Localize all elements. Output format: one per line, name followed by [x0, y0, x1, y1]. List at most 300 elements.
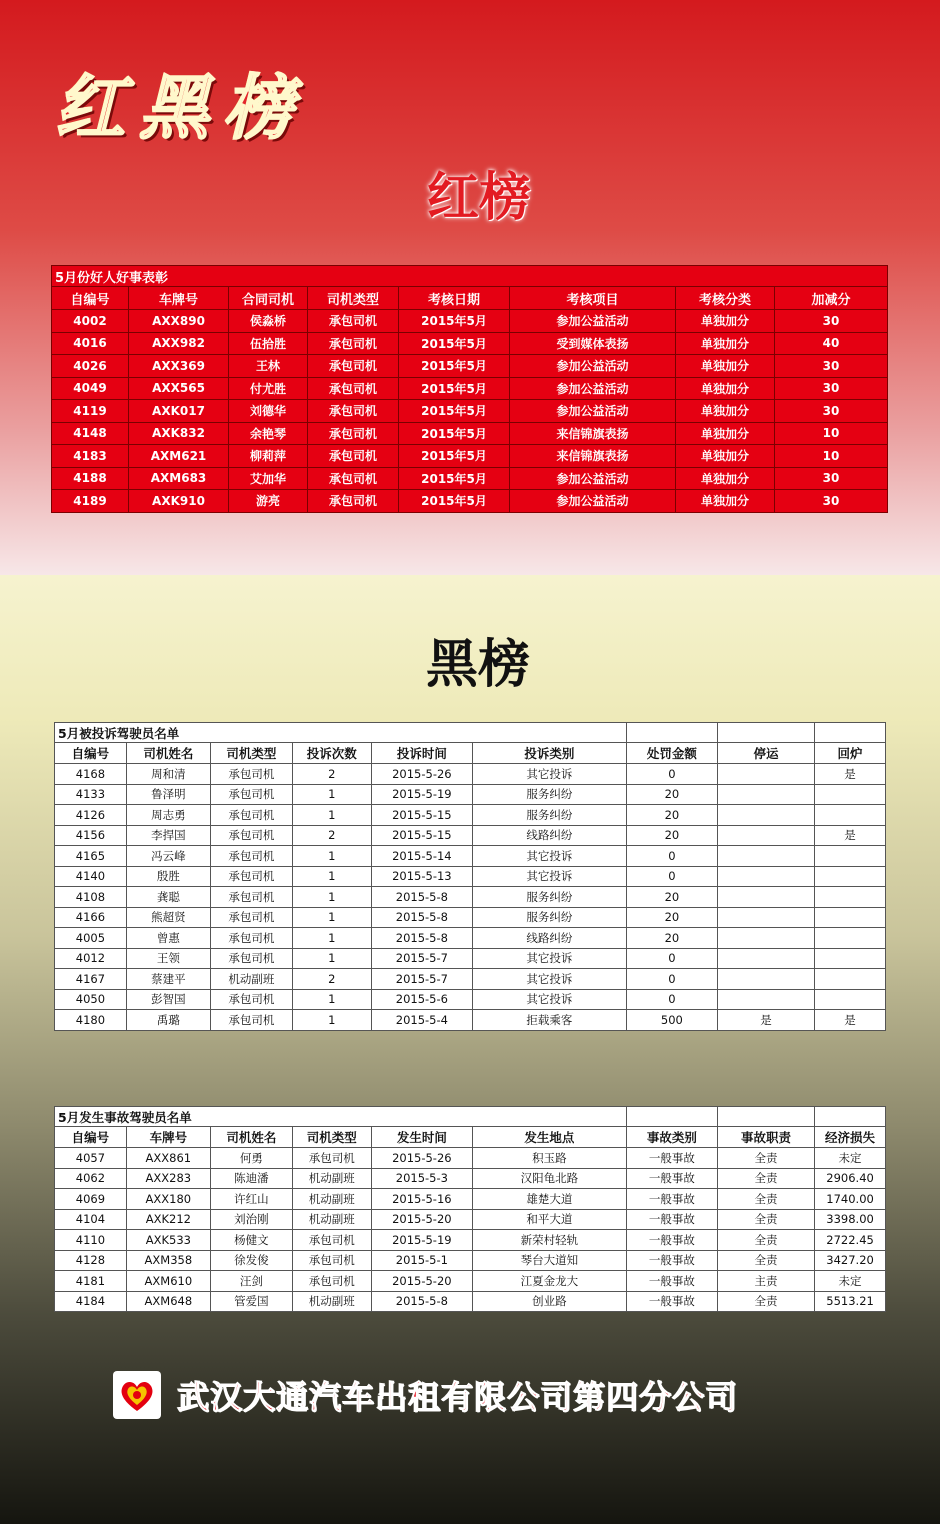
table-cell: 1 — [292, 784, 371, 805]
table-cell: 余艳琴 — [229, 422, 308, 445]
table-row — [55, 989, 886, 1010]
table-cell: 2015-5-16 — [371, 1189, 472, 1210]
table-cell: 4183 — [52, 445, 129, 468]
table-cell: 参加公益活动 — [510, 400, 676, 423]
table-cell: 全责 — [717, 1148, 814, 1169]
table-cell: 游亮 — [229, 490, 308, 513]
table-cell: 4062 — [55, 1168, 127, 1189]
table-cell: 1 — [292, 907, 371, 928]
table-cell: 4005 — [55, 928, 127, 949]
table-cell: 刘德华 — [229, 400, 308, 423]
table-cell: 其它投诉 — [472, 866, 626, 887]
table-cell: 其它投诉 — [472, 989, 626, 1010]
red-board-table — [51, 265, 888, 513]
table-header-row — [55, 743, 886, 764]
table-cell: 2015年5月 — [399, 467, 510, 490]
table-row — [55, 1291, 886, 1312]
table-cell: AXK533 — [126, 1230, 210, 1251]
table-cell: 4108 — [55, 887, 127, 908]
column-header: 司机类型 — [292, 1127, 371, 1148]
table-cell — [815, 948, 886, 969]
table-cell — [815, 907, 886, 928]
table-cell: 2015-5-7 — [371, 969, 472, 990]
table-cell: 是 — [815, 764, 886, 785]
table-cell: 承包司机 — [292, 1250, 371, 1271]
table-cell: 30 — [775, 310, 888, 333]
table-cell: 承包司机 — [308, 400, 399, 423]
table-cell: AXM621 — [129, 445, 229, 468]
table-cell: 承包司机 — [210, 928, 292, 949]
table-row — [52, 422, 888, 445]
table-cell: 2015-5-7 — [371, 948, 472, 969]
table-cell: 1 — [292, 1010, 371, 1031]
table-cell: 鲁泽明 — [126, 784, 210, 805]
table-cell: 0 — [626, 764, 717, 785]
table-cell: 1 — [292, 948, 371, 969]
table-cell: 单独加分 — [676, 467, 775, 490]
table-cell: AXK017 — [129, 400, 229, 423]
column-header: 司机姓名 — [126, 743, 210, 764]
table-cell: 艾加华 — [229, 467, 308, 490]
table-cell: 承包司机 — [308, 445, 399, 468]
complaint-table-title: 5月被投诉驾驶员名单 — [55, 723, 627, 743]
table-row — [55, 805, 886, 826]
table-cell: 承包司机 — [308, 377, 399, 400]
table-cell: 2015-5-8 — [371, 907, 472, 928]
column-header: 司机类型 — [308, 287, 399, 310]
table-cell: 4148 — [52, 422, 129, 445]
table-cell: 来信锦旗表扬 — [510, 422, 676, 445]
table-cell: 一般事故 — [626, 1291, 717, 1312]
company-name: 武汉大通汽车出租有限公司第四分公司 — [177, 1378, 739, 1416]
accident-table-title: 5月发生事故驾驶员名单 — [55, 1107, 627, 1127]
table-cell: 徐发俊 — [210, 1250, 292, 1271]
table-cell: 20 — [626, 907, 717, 928]
column-header: 事故职责 — [717, 1127, 814, 1148]
table-cell: 雄楚大道 — [472, 1189, 626, 1210]
table-cell: 2015-5-8 — [371, 887, 472, 908]
table-row — [55, 1168, 886, 1189]
table-cell — [815, 989, 886, 1010]
table-cell: 参加公益活动 — [510, 377, 676, 400]
table-cell: 2015-5-1 — [371, 1250, 472, 1271]
table-cell: 单独加分 — [676, 332, 775, 355]
column-header: 考核分类 — [676, 287, 775, 310]
table-cell: 曾惠 — [126, 928, 210, 949]
table-cell: 承包司机 — [210, 887, 292, 908]
table-cell: 积玉路 — [472, 1148, 626, 1169]
table-cell — [717, 989, 814, 1010]
table-cell: 一般事故 — [626, 1209, 717, 1230]
table-row — [52, 332, 888, 355]
table-cell: 20 — [626, 805, 717, 826]
table-cell — [717, 764, 814, 785]
table-cell: 20 — [626, 887, 717, 908]
column-header: 加减分 — [775, 287, 888, 310]
table-cell: 2015-5-20 — [371, 1209, 472, 1230]
table-cell: 2015-5-4 — [371, 1010, 472, 1031]
table-cell: 4126 — [55, 805, 127, 826]
table-cell: 2015-5-15 — [371, 825, 472, 846]
table-cell: 4189 — [52, 490, 129, 513]
table-cell: 2015-5-26 — [371, 1148, 472, 1169]
table-cell: 创业路 — [472, 1291, 626, 1312]
table-cell: 5513.21 — [815, 1291, 886, 1312]
table-cell: 0 — [626, 846, 717, 867]
table-cell: 王林 — [229, 355, 308, 378]
table-row — [55, 1250, 886, 1271]
table-cell: 2015-5-8 — [371, 928, 472, 949]
table-cell: 杨健文 — [210, 1230, 292, 1251]
table-cell: 承包司机 — [210, 764, 292, 785]
table-cell: 冯云峰 — [126, 846, 210, 867]
table-cell: 2015-5-20 — [371, 1271, 472, 1292]
table-cell: 全责 — [717, 1291, 814, 1312]
table-cell: 3398.00 — [815, 1209, 886, 1230]
table-cell: 参加公益活动 — [510, 355, 676, 378]
table-cell: AXK910 — [129, 490, 229, 513]
table-cell: 2015-5-15 — [371, 805, 472, 826]
table-cell: 2015年5月 — [399, 422, 510, 445]
table-cell: 1 — [292, 846, 371, 867]
table-cell: AXM358 — [126, 1250, 210, 1271]
table-row — [55, 1271, 886, 1292]
column-header: 投诉类别 — [472, 743, 626, 764]
table-cell: 4133 — [55, 784, 127, 805]
table-row — [55, 784, 886, 805]
table-cell: 2906.40 — [815, 1168, 886, 1189]
table-cell: 500 — [626, 1010, 717, 1031]
table-cell: AXX369 — [129, 355, 229, 378]
table-cell: 4016 — [52, 332, 129, 355]
column-header: 司机类型 — [210, 743, 292, 764]
table-cell: 2015-5-8 — [371, 1291, 472, 1312]
table-cell: AXX180 — [126, 1189, 210, 1210]
table-cell: 4167 — [55, 969, 127, 990]
table-cell — [717, 969, 814, 990]
table-row — [55, 1230, 886, 1251]
table-cell: 全责 — [717, 1250, 814, 1271]
table-cell: 机动副班 — [292, 1291, 371, 1312]
table-cell: 2 — [292, 764, 371, 785]
table-cell: 4140 — [55, 866, 127, 887]
table-cell: 2015-5-3 — [371, 1168, 472, 1189]
table-cell: 10 — [775, 445, 888, 468]
table-cell: 陈迪潘 — [210, 1168, 292, 1189]
table-row — [55, 1209, 886, 1230]
table-cell: AXX982 — [129, 332, 229, 355]
table-cell: 管爱国 — [210, 1291, 292, 1312]
table-row — [55, 825, 886, 846]
table-cell — [717, 948, 814, 969]
table-cell: 1 — [292, 887, 371, 908]
table-cell: 琴台大道知 — [472, 1250, 626, 1271]
table-cell: 机动副班 — [292, 1168, 371, 1189]
table-row — [55, 969, 886, 990]
column-header: 事故类别 — [626, 1127, 717, 1148]
table-cell: 4166 — [55, 907, 127, 928]
table-row — [52, 310, 888, 333]
table-cell: 单独加分 — [676, 400, 775, 423]
column-header: 停运 — [717, 743, 814, 764]
table-cell: 单独加分 — [676, 355, 775, 378]
table-cell: 和平大道 — [472, 1209, 626, 1230]
table-cell: 1 — [292, 928, 371, 949]
table-row — [55, 1189, 886, 1210]
table-row — [55, 907, 886, 928]
table-cell: 承包司机 — [210, 866, 292, 887]
table-cell: 新荣村轻轨 — [472, 1230, 626, 1251]
column-header: 自编号 — [55, 743, 127, 764]
table-cell: 侯淼桥 — [229, 310, 308, 333]
table-cell: 2015年5月 — [399, 332, 510, 355]
table-cell: 2 — [292, 825, 371, 846]
table-cell: 拒载乘客 — [472, 1010, 626, 1031]
table-row — [52, 355, 888, 378]
column-header: 司机姓名 — [210, 1127, 292, 1148]
table-cell: 承包司机 — [210, 805, 292, 826]
table-cell — [815, 784, 886, 805]
table-cell: 4165 — [55, 846, 127, 867]
table-cell: 伍拾胜 — [229, 332, 308, 355]
table-cell: 李捍国 — [126, 825, 210, 846]
table-cell: 4049 — [52, 377, 129, 400]
table-cell: 单独加分 — [676, 445, 775, 468]
table-cell: 其它投诉 — [472, 764, 626, 785]
table-cell — [815, 887, 886, 908]
table-cell: 承包司机 — [308, 467, 399, 490]
table-cell: AXX861 — [126, 1148, 210, 1169]
table-cell: 承包司机 — [308, 355, 399, 378]
table-cell: 4050 — [55, 989, 127, 1010]
table-cell — [717, 805, 814, 826]
table-cell: AXK832 — [129, 422, 229, 445]
column-header: 处罚金额 — [626, 743, 717, 764]
table-cell: 线路纠纷 — [472, 825, 626, 846]
table-cell: 刘治刚 — [210, 1209, 292, 1230]
table-cell: 来信锦旗表扬 — [510, 445, 676, 468]
table-row — [55, 866, 886, 887]
table-cell: 彭智国 — [126, 989, 210, 1010]
table-header-row — [52, 287, 888, 310]
table-cell: AXX890 — [129, 310, 229, 333]
table-cell: 4188 — [52, 467, 129, 490]
table-cell: 熊超贤 — [126, 907, 210, 928]
table-cell: 单独加分 — [676, 422, 775, 445]
table-cell — [717, 825, 814, 846]
table-cell: 主责 — [717, 1271, 814, 1292]
accident-table — [54, 1106, 886, 1312]
table-cell: 20 — [626, 784, 717, 805]
column-header: 车牌号 — [126, 1127, 210, 1148]
column-header: 考核项目 — [510, 287, 676, 310]
table-cell: 何勇 — [210, 1148, 292, 1169]
table-cell: 0 — [626, 989, 717, 1010]
table-cell: 1 — [292, 805, 371, 826]
table-cell: 4026 — [52, 355, 129, 378]
page-title: 红黑榜 — [55, 66, 307, 149]
table-cell: 未定 — [815, 1148, 886, 1169]
red-board-heading: 红榜 — [426, 168, 531, 228]
table-cell: 2015年5月 — [399, 377, 510, 400]
table-cell — [717, 907, 814, 928]
table-row — [55, 887, 886, 908]
footer — [113, 1370, 738, 1420]
table-cell: 周和清 — [126, 764, 210, 785]
table-cell: AXX565 — [129, 377, 229, 400]
table-cell: 未定 — [815, 1271, 886, 1292]
table-cell: 全责 — [717, 1189, 814, 1210]
table-cell: 2722.45 — [815, 1230, 886, 1251]
table-cell: 4069 — [55, 1189, 127, 1210]
table-cell: 承包司机 — [210, 907, 292, 928]
table-cell: 是 — [815, 825, 886, 846]
table-cell: 30 — [775, 377, 888, 400]
table-cell: 承包司机 — [210, 825, 292, 846]
table-cell: 服务纠纷 — [472, 887, 626, 908]
table-cell: 全责 — [717, 1168, 814, 1189]
table-cell: 全责 — [717, 1209, 814, 1230]
table-cell: 参加公益活动 — [510, 490, 676, 513]
table-cell: 40 — [775, 332, 888, 355]
table-cell: 20 — [626, 928, 717, 949]
red-table-title: 5月份好人好事表彰 — [52, 266, 888, 287]
table-cell: 汪剑 — [210, 1271, 292, 1292]
table-cell: 30 — [775, 490, 888, 513]
table-cell: 机动副班 — [292, 1189, 371, 1210]
table-row — [52, 377, 888, 400]
table-cell: 2015年5月 — [399, 490, 510, 513]
table-cell: 龚聪 — [126, 887, 210, 908]
table-row — [55, 948, 886, 969]
table-cell: 承包司机 — [308, 332, 399, 355]
table-cell: 机动副班 — [292, 1209, 371, 1230]
table-cell: 其它投诉 — [472, 948, 626, 969]
table-cell — [717, 784, 814, 805]
table-cell: 殷胜 — [126, 866, 210, 887]
table-cell: 4181 — [55, 1271, 127, 1292]
table-cell: 2015年5月 — [399, 310, 510, 333]
table-cell: 服务纠纷 — [472, 805, 626, 826]
table-cell: 20 — [626, 825, 717, 846]
table-cell: 2015年5月 — [399, 445, 510, 468]
table-cell: 承包司机 — [308, 422, 399, 445]
table-cell: 承包司机 — [210, 989, 292, 1010]
table-cell: 30 — [775, 467, 888, 490]
table-cell: 1 — [292, 866, 371, 887]
table-cell: 全责 — [717, 1230, 814, 1251]
column-header: 自编号 — [52, 287, 129, 310]
table-cell: 2015-5-19 — [371, 1230, 472, 1251]
table-row — [52, 445, 888, 468]
table-cell: 0 — [626, 948, 717, 969]
table-cell: 是 — [717, 1010, 814, 1031]
table-cell: AXM648 — [126, 1291, 210, 1312]
table-cell: 2015-5-26 — [371, 764, 472, 785]
table-cell: 周志勇 — [126, 805, 210, 826]
table-row — [52, 490, 888, 513]
column-header: 自编号 — [55, 1127, 127, 1148]
table-cell: 30 — [775, 400, 888, 423]
table-cell: 一般事故 — [626, 1189, 717, 1210]
table-cell — [717, 866, 814, 887]
table-cell: 承包司机 — [292, 1148, 371, 1169]
table-cell: 0 — [626, 866, 717, 887]
table-cell: 参加公益活动 — [510, 310, 676, 333]
table-cell: 一般事故 — [626, 1148, 717, 1169]
table-cell: 2015-5-6 — [371, 989, 472, 1010]
table-cell: 10 — [775, 422, 888, 445]
table-cell: 承包司机 — [210, 784, 292, 805]
table-cell: 其它投诉 — [472, 846, 626, 867]
table-cell: 服务纠纷 — [472, 907, 626, 928]
table-cell — [717, 846, 814, 867]
table-cell: 其它投诉 — [472, 969, 626, 990]
table-cell: 一般事故 — [626, 1250, 717, 1271]
table-cell: 30 — [775, 355, 888, 378]
table-cell: 许红山 — [210, 1189, 292, 1210]
table-row — [55, 764, 886, 785]
table-cell: 0 — [626, 969, 717, 990]
table-row — [52, 400, 888, 423]
table-cell: 4057 — [55, 1148, 127, 1169]
table-cell: 承包司机 — [210, 1010, 292, 1031]
table-cell: AXK212 — [126, 1209, 210, 1230]
table-cell: 是 — [815, 1010, 886, 1031]
table-cell: 2 — [292, 969, 371, 990]
table-cell: 受到媒体表扬 — [510, 332, 676, 355]
table-cell: 禹璐 — [126, 1010, 210, 1031]
table-cell — [815, 805, 886, 826]
table-cell: 4104 — [55, 1209, 127, 1230]
table-row — [55, 1148, 886, 1169]
table-cell: 一般事故 — [626, 1271, 717, 1292]
table-cell: 2015年5月 — [399, 355, 510, 378]
table-cell — [815, 866, 886, 887]
table-cell — [717, 887, 814, 908]
table-cell: 2015-5-14 — [371, 846, 472, 867]
table-row — [55, 928, 886, 949]
column-header: 发生地点 — [472, 1127, 626, 1148]
table-cell: 线路纠纷 — [472, 928, 626, 949]
table-cell: 承包司机 — [308, 490, 399, 513]
table-cell: 参加公益活动 — [510, 467, 676, 490]
table-cell: 承包司机 — [308, 310, 399, 333]
table-cell — [815, 928, 886, 949]
table-cell: 4128 — [55, 1250, 127, 1271]
table-cell — [815, 969, 886, 990]
table-cell: 1740.00 — [815, 1189, 886, 1210]
table-cell: 4012 — [55, 948, 127, 969]
table-cell — [717, 928, 814, 949]
table-cell: 3427.20 — [815, 1250, 886, 1271]
table-cell: 一般事故 — [626, 1168, 717, 1189]
table-header-row — [55, 1127, 886, 1148]
heart-logo-icon — [113, 1371, 161, 1419]
table-cell: 2015年5月 — [399, 400, 510, 423]
table-cell: 4180 — [55, 1010, 127, 1031]
table-row — [55, 846, 886, 867]
table-cell: 承包司机 — [292, 1230, 371, 1251]
table-cell: 江夏金龙大 — [472, 1271, 626, 1292]
table-cell: 单独加分 — [676, 310, 775, 333]
column-header: 发生时间 — [371, 1127, 472, 1148]
table-cell: 单独加分 — [676, 377, 775, 400]
table-cell: 一般事故 — [626, 1230, 717, 1251]
table-cell: 4168 — [55, 764, 127, 785]
column-header: 车牌号 — [129, 287, 229, 310]
table-cell — [815, 846, 886, 867]
